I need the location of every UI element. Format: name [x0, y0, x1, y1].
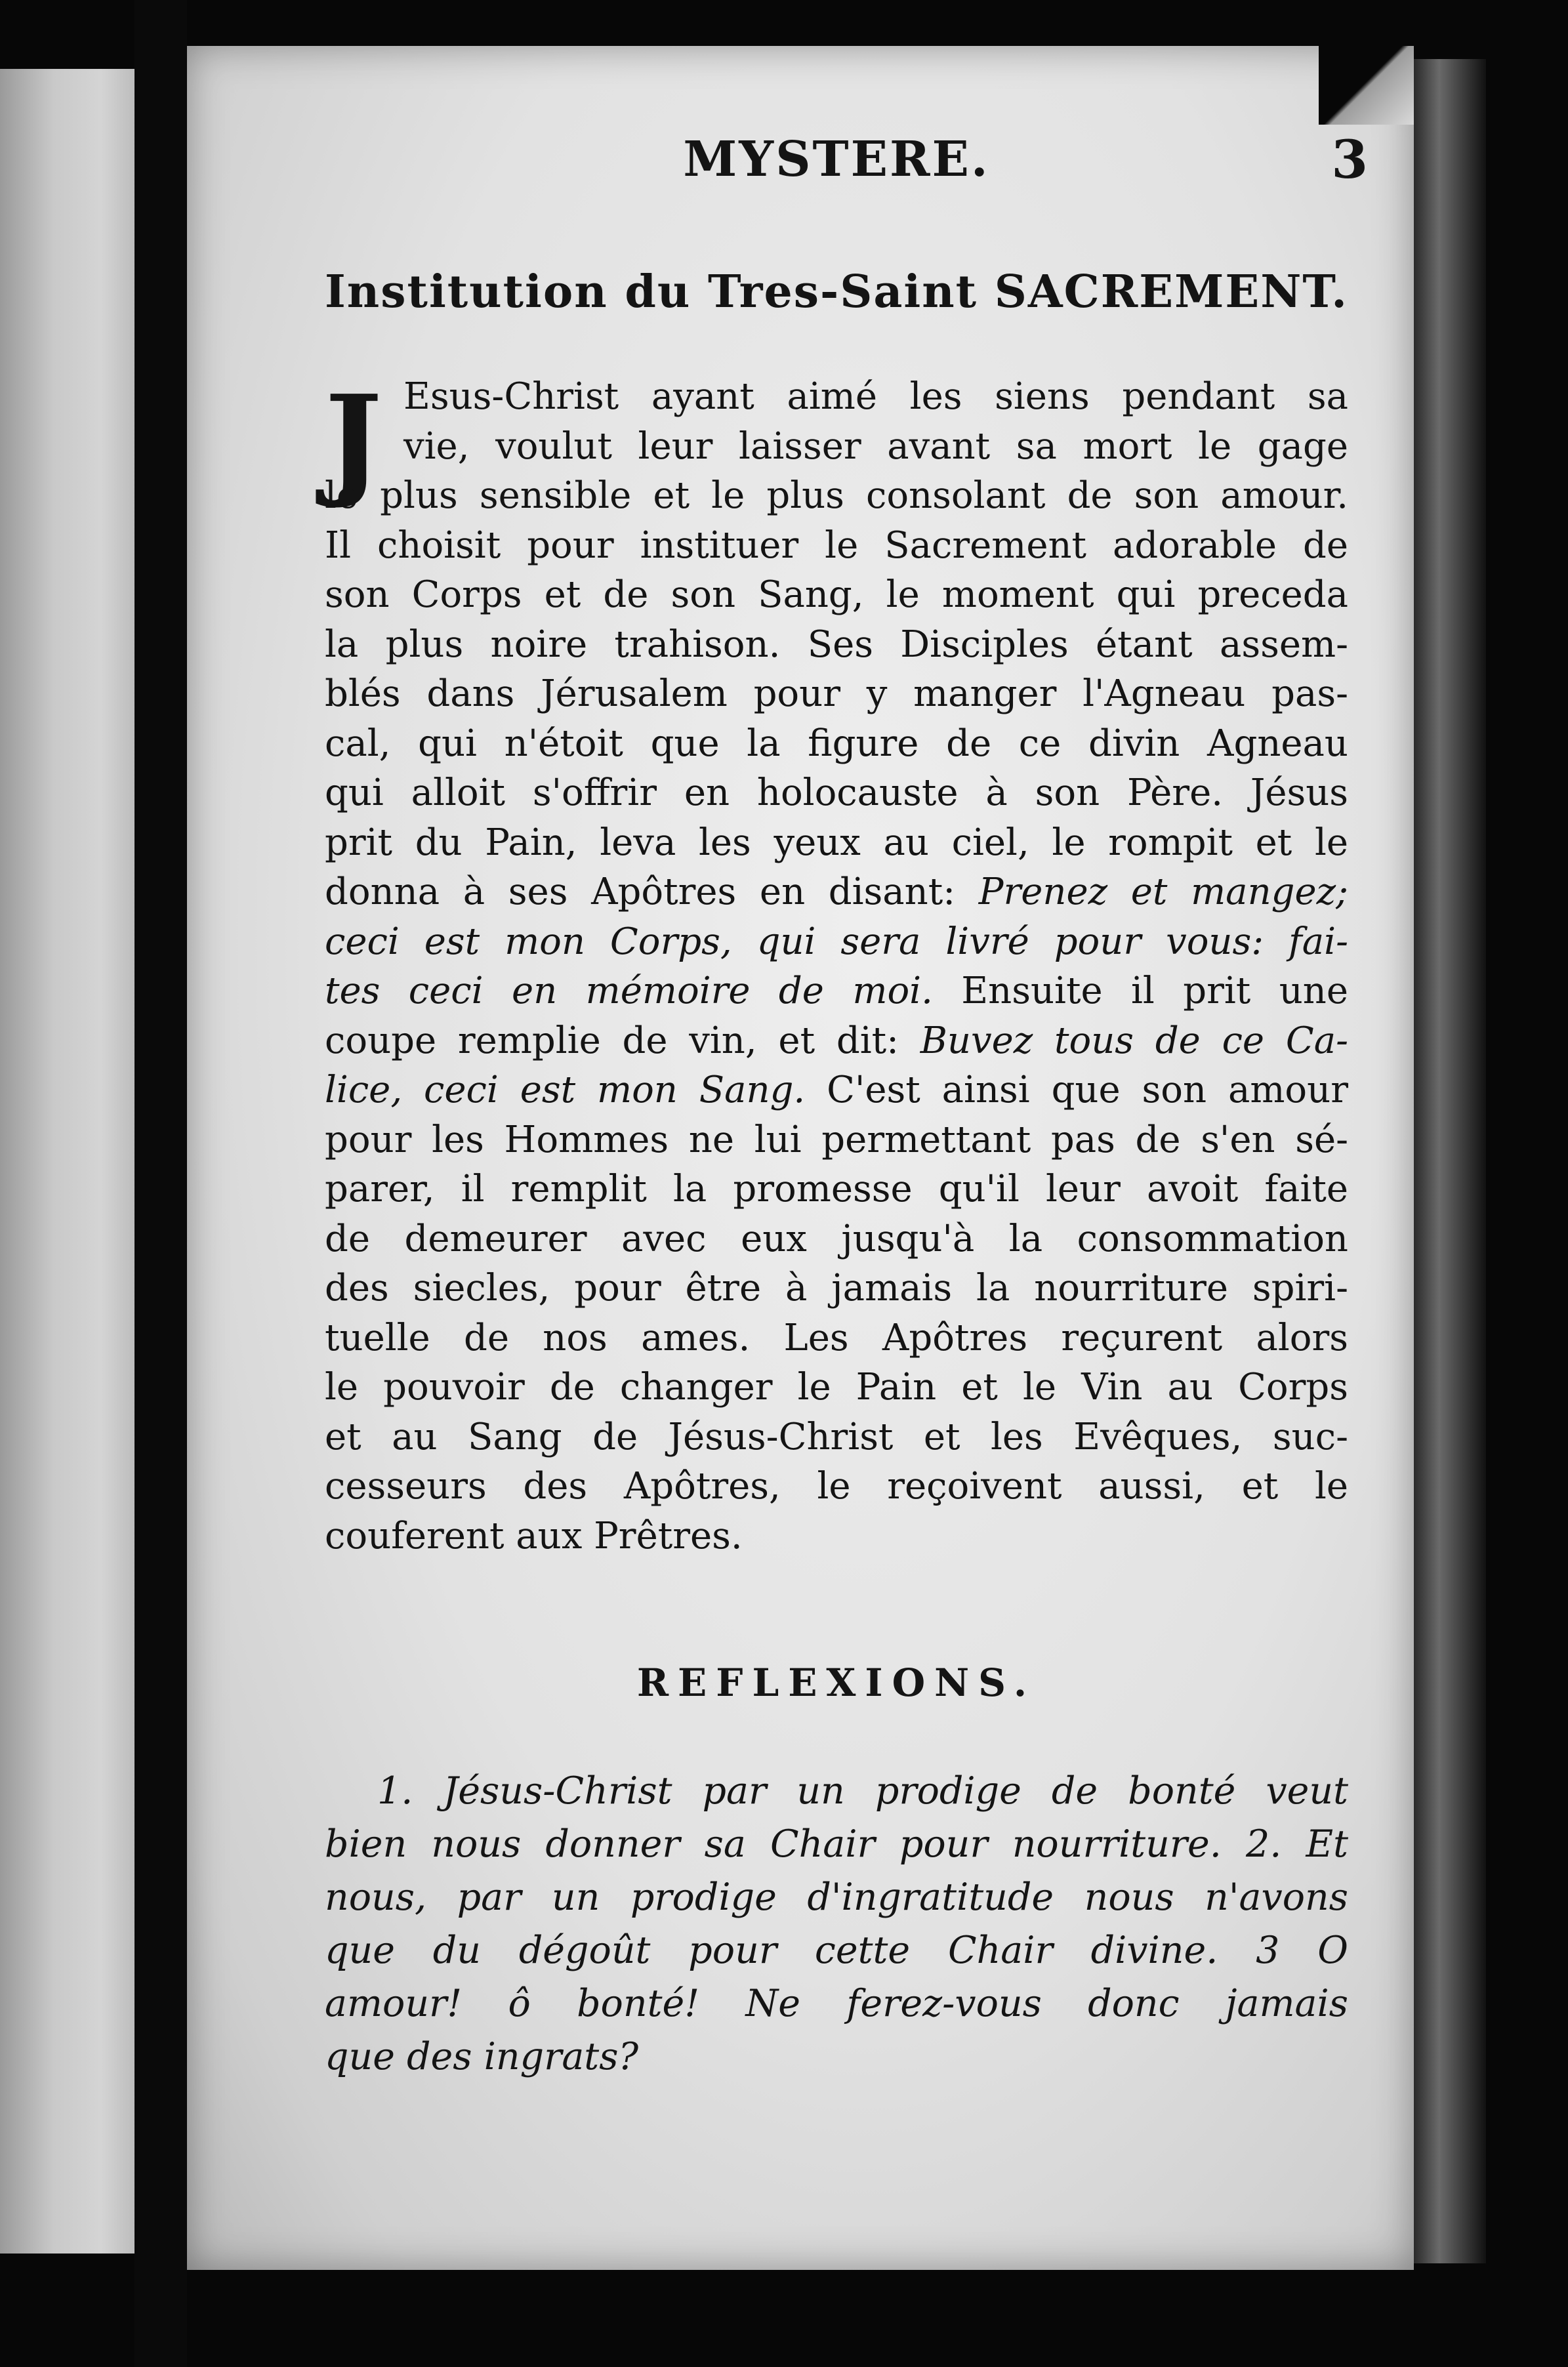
italic-quote: lice, ceci est mon Sang.: [325, 1069, 806, 1111]
reflexion-line: amour! ô bonté! Ne ferez-vous donc jamais: [325, 1982, 1348, 2025]
text-line: tuelle de nos ames. Les Apôtres reçurent alors: [325, 1316, 1348, 1359]
section-title: Institution du Tres-Saint SACREMENT.: [325, 266, 1348, 318]
italic-quote: Buvez tous de ce Ca-: [920, 1019, 1348, 1062]
text-line: [325, 867, 1348, 917]
text-line: qui alloit s'offrir en holocauste à son Père. Jésus: [325, 772, 1348, 814]
text-line: vie, voulut leur laisser avant sa mort le gage: [403, 424, 1348, 468]
text-line: Il choisit pour instituer le Sacrement adorable de: [325, 524, 1348, 567]
book-gutter: [134, 0, 187, 2367]
reflexion-line: 1. Jésus-Christ par un prodige de bonté veut: [377, 1769, 1348, 1813]
text-line: et au Sang de Jésus-Christ et les Evêques, suc-: [325, 1415, 1348, 1458]
italic-quote: tes ceci en mémoire de moi.: [325, 970, 933, 1012]
body-text: [325, 368, 1348, 1561]
text-line: [325, 1016, 1348, 1066]
page-number: 3: [1331, 129, 1368, 190]
page-stack-edge: [1414, 59, 1486, 2263]
text-line: [325, 966, 1348, 1016]
text-line: parer, il remplit la promesse qu'il leur avoit faite: [325, 1168, 1348, 1210]
text-span: donna à ses Apôtres en disant:: [325, 871, 979, 913]
book-page: [187, 46, 1414, 2270]
text-line: ceci est mon Corps, qui sera livré pour vous: fai-: [325, 920, 1348, 963]
text-line: le pouvoir de changer le Pain et le Vin au Corps: [325, 1366, 1348, 1409]
text-line: la plus noire trahison. Ses Disciples étant assem-: [325, 623, 1348, 666]
reflexions-heading: REFLEXIONS.: [636, 1660, 1037, 1705]
text-line: des siecles, pour être à jamais la nourriture spiri-: [325, 1267, 1348, 1309]
text-line: cal, qui n'étoit que la figure de ce divin Agneau: [325, 722, 1348, 765]
text-line: couferent aux Prêtres.: [325, 1514, 743, 1557]
italic-quote: Prenez et mangez;: [978, 871, 1348, 913]
text-span: Ensuite il prit une: [932, 970, 1348, 1012]
text-line: blés dans Jérusalem pour y manger l'Agneau pas-: [325, 672, 1348, 715]
dog-eared-corner: [1319, 46, 1414, 125]
drop-cap: J: [325, 368, 382, 511]
reflexion-line: que des ingrats?: [325, 2035, 639, 2078]
text-line: cesseurs des Apôtres, le reçoivent aussi, et le: [325, 1465, 1348, 1508]
reflexion-line: nous, par un prodige d'ingratitude nous n'avons: [325, 1876, 1348, 1919]
text-line: Esus-Christ ayant aimé les siens pendant sa: [403, 375, 1348, 418]
text-span: coupe remplie de vin, et dit:: [325, 1019, 920, 1062]
reflexion-line: bien nous donner sa Chair pour nourriture. 2. Et: [325, 1822, 1348, 1866]
text-line: de demeurer avec eux jusqu'à la consommation: [325, 1217, 1348, 1260]
text-line: le plus sensible et le plus consolant de son amour.: [325, 474, 1348, 517]
text-line: prit du Pain, leva les yeux au ciel, le rompit et le: [325, 821, 1348, 864]
previous-page-edge: [0, 69, 134, 2254]
text-line: [325, 1065, 1348, 1115]
reflexion-line: que du dégoût pour cette Chair divine. 3 O: [325, 1929, 1348, 1972]
running-head: [325, 129, 1368, 190]
text-span: C'est ainsi que son amour: [805, 1069, 1348, 1111]
text-line: pour les Hommes ne lui permettant pas de s'en sé-: [325, 1118, 1348, 1161]
text-line: son Corps et de son Sang, le moment qui preceda: [325, 573, 1348, 616]
running-title: MYSTERE.: [683, 131, 990, 188]
reflexions-text: [325, 1765, 1348, 2084]
